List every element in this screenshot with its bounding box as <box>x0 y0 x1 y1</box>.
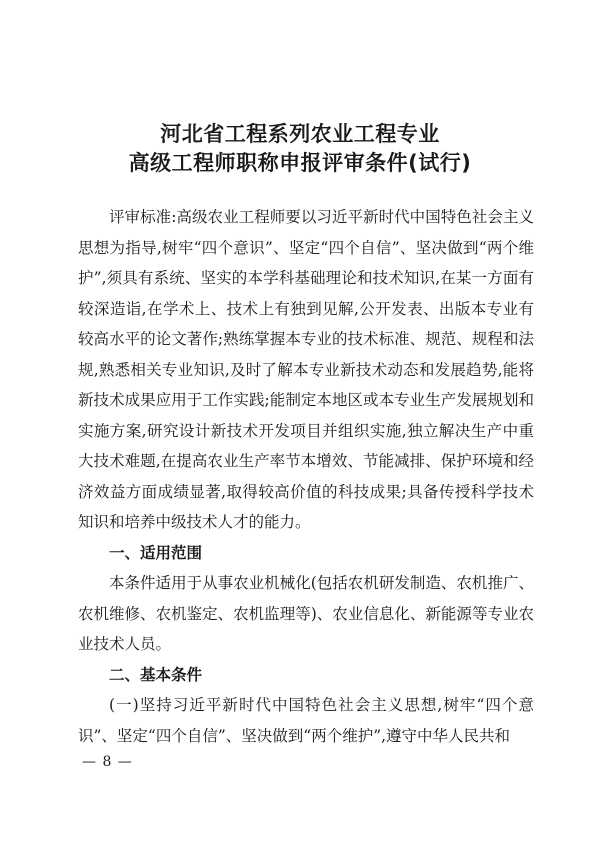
document-body <box>78 202 534 751</box>
section1-heading: 一、适用范围 <box>109 543 203 562</box>
section1-paragraph: 本条件适用于从事农业机械化(包括农机研发制造、农机推广、农机维修、农机鉴定、农机监理等)、农业信息化、新能源等专业农业技术人员。 <box>78 574 534 653</box>
document-title-line1: 河北省工程系列农业工程专业 <box>160 122 440 146</box>
page-number: — 8 — <box>82 754 133 770</box>
section2-paragraph: (一)坚持习近平新时代中国特色社会主义思想,树牢“四个意识”、坚定“四个自信”、坚决做到“两个维护”,遵守中华人民共和 <box>78 696 534 745</box>
section2-heading: 二、基本条件 <box>109 665 203 684</box>
document-title-line2: 高级工程师职称申报评审条件(试行) <box>128 151 472 175</box>
criteria-paragraph: 评审标准:高级农业工程师要以习近平新时代中国特色社会主义思想为指导,树牢“四个意识”、坚定“四个自信”、坚决做到“两个维护”,须具有系统、坚实的本学科基础理论和技术知识,在某一方面有较深造诣,在学术上、技术上有独到见解,公开发表、出版本专业有较高水平的论文著作;熟练掌握本专业的技术标准、规范、规程和法规,熟悉相关专业知识,及时了解本专业新技术动态和发展趋势,能将新技术成果应用于工作实践;能制定本地区或本专业生产发展规划和实施方案,研究设计新技术开发项目并组织实施,独立解决生产中重大技术难题,在提高农业生产率节本增效、节能减排、保护环境和经济效益方面成绩显著,取得较高价值的科技成果;具备传授科学技术知识和培养中级技术人才的能力。 <box>78 208 534 531</box>
